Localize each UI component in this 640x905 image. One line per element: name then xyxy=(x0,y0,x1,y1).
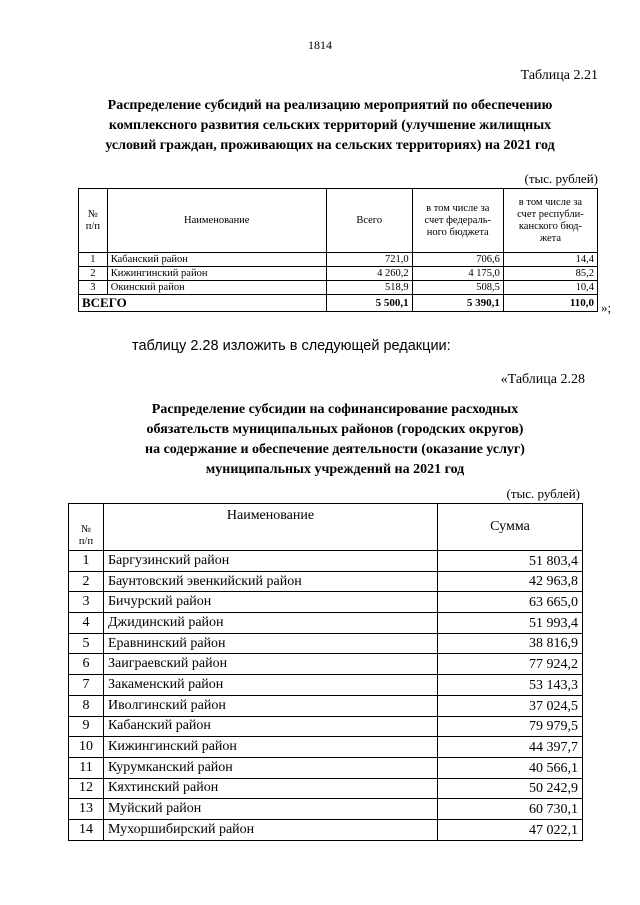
header-line: в том числе за xyxy=(518,196,583,208)
header-line: жета xyxy=(539,232,561,244)
cell-no: 6 xyxy=(69,654,104,675)
cell-no: 7 xyxy=(69,675,104,696)
header-line: в том числе за xyxy=(426,202,490,214)
title-line: комплексного развития сельских территорий (улучшение жилищных xyxy=(108,118,552,133)
cell-no: 11 xyxy=(69,757,104,778)
table-row xyxy=(69,757,583,778)
table-2-28-body xyxy=(69,551,583,841)
header-no-line: № xyxy=(80,524,92,535)
cell-sum: 63 665,0 xyxy=(438,592,583,613)
cell-no: 9 xyxy=(69,716,104,737)
total-republic: 110,0 xyxy=(503,295,597,312)
cell-name: Баргузинский район xyxy=(104,551,438,572)
cell-sum: 38 816,9 xyxy=(438,633,583,654)
header-no xyxy=(79,189,108,253)
cell-total: 4 260,2 xyxy=(326,267,412,281)
header-republic xyxy=(503,189,597,253)
cell-no: 2 xyxy=(79,267,108,281)
header-name: Наименование xyxy=(104,504,438,551)
table-2-28-units: (тыс. рублей) xyxy=(506,486,580,501)
cell-name: Еравнинский район xyxy=(104,633,438,654)
cell-name: Курумканский район xyxy=(104,757,438,778)
title-line: условий граждан, проживающих на сельских территориях) на 2021 год xyxy=(105,138,555,153)
table-2-21-title xyxy=(70,96,590,156)
table-row xyxy=(79,253,598,267)
cell-total: 721,0 xyxy=(326,253,412,267)
cell-name: Мухоршибирский район xyxy=(104,819,438,840)
cell-total: 518,9 xyxy=(326,281,412,295)
cell-sum: 37 024,5 xyxy=(438,695,583,716)
title-line: муниципальных учреждений на 2021 год xyxy=(205,462,465,477)
header-no-line: п/п xyxy=(85,220,100,232)
total-label: ВСЕГО xyxy=(79,295,327,312)
cell-no: 13 xyxy=(69,799,104,820)
cell-sum: 60 730,1 xyxy=(438,799,583,820)
header-sum: Сумма xyxy=(438,504,583,551)
cell-no: 2 xyxy=(69,571,104,592)
cell-republic: 85,2 xyxy=(503,267,597,281)
table-row xyxy=(69,819,583,840)
header-line: счет федераль- xyxy=(424,214,491,226)
table-2-28-caption: «Таблица 2.28 xyxy=(500,372,585,387)
cell-sum: 47 022,1 xyxy=(438,819,583,840)
cell-no: 1 xyxy=(69,551,104,572)
header-line: ного бюджета xyxy=(426,226,489,238)
cell-no: 3 xyxy=(79,281,108,295)
cell-name: Муйский район xyxy=(104,799,438,820)
total-total: 5 500,1 xyxy=(326,295,412,312)
instruction-text: таблицу 2.28 изложить в следующей редакции: xyxy=(132,338,451,354)
table-row xyxy=(69,695,583,716)
table-2-21-caption: Таблица 2.21 xyxy=(520,68,598,83)
header-federal xyxy=(412,189,503,253)
closing-quote: »; xyxy=(601,300,612,315)
cell-sum: 77 924,2 xyxy=(438,654,583,675)
cell-name: Иволгинский район xyxy=(104,695,438,716)
cell-name: Джидинский район xyxy=(104,613,438,634)
title-line: Распределение субсидий на реализацию мероприятий по обеспечению xyxy=(107,98,553,113)
cell-sum: 50 242,9 xyxy=(438,778,583,799)
cell-sum: 51 803,4 xyxy=(438,551,583,572)
header-name: Наименование xyxy=(107,189,326,253)
table-row xyxy=(69,716,583,737)
cell-name: Кижингинский район xyxy=(104,737,438,758)
cell-sum: 42 963,8 xyxy=(438,571,583,592)
cell-no: 14 xyxy=(69,819,104,840)
cell-no: 4 xyxy=(69,613,104,634)
cell-no: 3 xyxy=(69,592,104,613)
table-row xyxy=(69,633,583,654)
table-row xyxy=(69,675,583,696)
cell-no: 10 xyxy=(69,737,104,758)
cell-no: 1 xyxy=(79,253,108,267)
cell-federal: 4 175,0 xyxy=(412,267,503,281)
cell-sum: 40 566,1 xyxy=(438,757,583,778)
table-2-21 xyxy=(78,188,598,312)
cell-name: Кабанский район xyxy=(107,253,326,267)
header-no-line: п/п xyxy=(78,536,94,547)
header-total: Всего xyxy=(326,189,412,253)
table-row xyxy=(69,799,583,820)
page-number: 1814 xyxy=(308,38,332,52)
cell-no: 12 xyxy=(69,778,104,799)
cell-no: 8 xyxy=(69,695,104,716)
cell-name: Бичурский район xyxy=(104,592,438,613)
cell-name: Кабанский район xyxy=(104,716,438,737)
title-line: на содержание и обеспечение деятельности (оказание услуг) xyxy=(145,442,525,457)
table-row xyxy=(69,654,583,675)
table-2-28 xyxy=(68,503,583,841)
cell-name: Кижингинский район xyxy=(107,267,326,281)
cell-sum: 44 397,7 xyxy=(438,737,583,758)
cell-federal: 508,5 xyxy=(412,281,503,295)
table-row xyxy=(69,592,583,613)
total-federal: 5 390,1 xyxy=(412,295,503,312)
cell-federal: 706,6 xyxy=(412,253,503,267)
cell-name: Заиграевский район xyxy=(104,654,438,675)
table-row xyxy=(69,778,583,799)
cell-no: 5 xyxy=(69,633,104,654)
cell-name: Закаменский район xyxy=(104,675,438,696)
table-row xyxy=(69,571,583,592)
title-line: обязательств муниципальных районов (городских округов) xyxy=(146,422,524,437)
header-line: счет республи- xyxy=(517,208,584,220)
cell-name: Окинский район xyxy=(107,281,326,295)
title-line: Распределение субсидии на софинансирование расходных xyxy=(151,402,519,417)
cell-name: Баунтовский эвенкийский район xyxy=(104,571,438,592)
cell-republic: 14,4 xyxy=(503,253,597,267)
header-no-line: № xyxy=(87,208,98,220)
table-row xyxy=(79,281,598,295)
cell-sum: 51 993,4 xyxy=(438,613,583,634)
header-line: канского бюд- xyxy=(518,220,582,232)
table-row xyxy=(69,737,583,758)
cell-republic: 10,4 xyxy=(503,281,597,295)
table-row xyxy=(69,551,583,572)
total-row xyxy=(79,295,598,312)
cell-name: Кяхтинский район xyxy=(104,778,438,799)
table-2-28-title xyxy=(100,400,570,480)
cell-sum: 79 979,5 xyxy=(438,716,583,737)
cell-sum: 53 143,3 xyxy=(438,675,583,696)
table-2-21-units: (тыс. рублей) xyxy=(524,171,598,186)
table-row xyxy=(79,267,598,281)
header-no xyxy=(69,504,104,551)
table-row xyxy=(69,613,583,634)
